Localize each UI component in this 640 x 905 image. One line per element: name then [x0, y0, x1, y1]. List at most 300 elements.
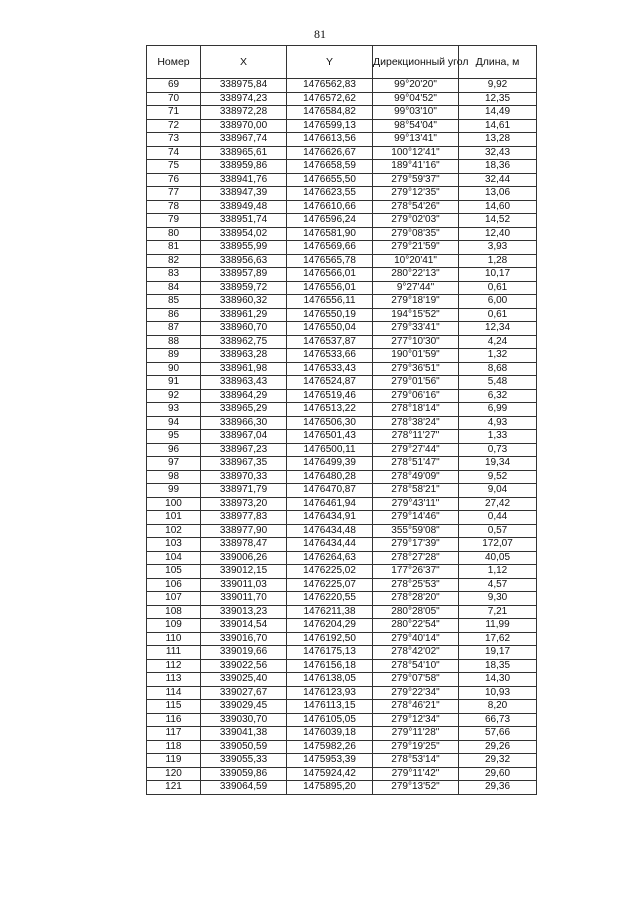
table-row: [147, 673, 537, 687]
cell-y: 1476499,39: [287, 457, 373, 471]
cell-x: 338941,76: [201, 173, 287, 187]
cell-x: 339025,40: [201, 673, 287, 687]
cell-number: 69: [147, 79, 201, 93]
cell-y: 1476626,67: [287, 146, 373, 160]
table-row: [147, 187, 537, 201]
table-row: [147, 92, 537, 106]
cell-y: 1476500,11: [287, 443, 373, 457]
table-row: [147, 416, 537, 430]
cell-direction-angle: 99°13'41": [373, 133, 459, 147]
cell-direction-angle: 279°11'28": [373, 727, 459, 741]
cell-number: 80: [147, 227, 201, 241]
cell-direction-angle: 278°53'14": [373, 754, 459, 768]
cell-number: 119: [147, 754, 201, 768]
cell-y: 1476123,93: [287, 686, 373, 700]
cell-length: 1,32: [459, 349, 537, 363]
cell-y: 1476105,05: [287, 713, 373, 727]
cell-number: 115: [147, 700, 201, 714]
cell-x: 338973,20: [201, 497, 287, 511]
cell-length: 14,49: [459, 106, 537, 120]
cell-direction-angle: 189°41'16": [373, 160, 459, 174]
cell-number: 95: [147, 430, 201, 444]
table-row: [147, 659, 537, 673]
cell-x: 338961,98: [201, 362, 287, 376]
cell-direction-angle: 279°22'34": [373, 686, 459, 700]
cell-x: 339006,26: [201, 551, 287, 565]
cell-number: 89: [147, 349, 201, 363]
cell-y: 1476156,18: [287, 659, 373, 673]
cell-y: 1476556,01: [287, 281, 373, 295]
table-row: [147, 686, 537, 700]
table-row: [147, 389, 537, 403]
cell-number: 77: [147, 187, 201, 201]
cell-length: 18,35: [459, 659, 537, 673]
table-row: [147, 119, 537, 133]
cell-x: 338957,89: [201, 268, 287, 282]
cell-direction-angle: 279°36'51": [373, 362, 459, 376]
cell-y: 1476175,13: [287, 646, 373, 660]
table-row: [147, 227, 537, 241]
cell-number: 94: [147, 416, 201, 430]
cell-x: 338964,29: [201, 389, 287, 403]
table-row: [147, 713, 537, 727]
cell-x: 338947,39: [201, 187, 287, 201]
table-row: [147, 470, 537, 484]
cell-y: 1476533,66: [287, 349, 373, 363]
table-row: [147, 322, 537, 336]
cell-x: 338955,99: [201, 241, 287, 255]
cell-x: 339064,59: [201, 781, 287, 795]
table-row: [147, 592, 537, 606]
table-row: [147, 146, 537, 160]
cell-y: 1476113,15: [287, 700, 373, 714]
table-row: [147, 565, 537, 579]
cell-y: 1476562,83: [287, 79, 373, 93]
cell-length: 11,99: [459, 619, 537, 633]
cell-direction-angle: 279°12'34": [373, 713, 459, 727]
cell-length: 19,17: [459, 646, 537, 660]
cell-length: 14,52: [459, 214, 537, 228]
table-row: [147, 443, 537, 457]
cell-length: 7,21: [459, 605, 537, 619]
cell-number: 103: [147, 538, 201, 552]
table-row: [147, 632, 537, 646]
cell-number: 109: [147, 619, 201, 633]
cell-y: 1476537,87: [287, 335, 373, 349]
cell-y: 1476623,55: [287, 187, 373, 201]
cell-x: 338967,23: [201, 443, 287, 457]
cell-length: 12,34: [459, 322, 537, 336]
cell-number: 107: [147, 592, 201, 606]
cell-length: 29,36: [459, 781, 537, 795]
cell-y: 1476264,63: [287, 551, 373, 565]
cell-y: 1476506,30: [287, 416, 373, 430]
cell-direction-angle: 279°33'41": [373, 322, 459, 336]
cell-length: 9,92: [459, 79, 537, 93]
cell-y: 1476596,24: [287, 214, 373, 228]
cell-direction-angle: 279°11'42": [373, 767, 459, 781]
cell-direction-angle: 279°27'44": [373, 443, 459, 457]
table-row: [147, 538, 537, 552]
cell-y: 1476039,18: [287, 727, 373, 741]
cell-length: 32,43: [459, 146, 537, 160]
cell-y: 1475895,20: [287, 781, 373, 795]
cell-y: 1476225,07: [287, 578, 373, 592]
cell-number: 106: [147, 578, 201, 592]
cell-direction-angle: 280°22'13": [373, 268, 459, 282]
cell-x: 339050,59: [201, 740, 287, 754]
cell-x: 338960,32: [201, 295, 287, 309]
cell-length: 0,73: [459, 443, 537, 457]
cell-number: 112: [147, 659, 201, 673]
cell-x: 338951,74: [201, 214, 287, 228]
table-row: [147, 308, 537, 322]
cell-number: 99: [147, 484, 201, 498]
table-row: [147, 727, 537, 741]
cell-y: 1476225,02: [287, 565, 373, 579]
cell-number: 105: [147, 565, 201, 579]
cell-direction-angle: 279°14'46": [373, 511, 459, 525]
table-row: [147, 484, 537, 498]
table-row: [147, 605, 537, 619]
cell-number: 81: [147, 241, 201, 255]
table-row: [147, 362, 537, 376]
cell-number: 100: [147, 497, 201, 511]
cell-y: 1476461,94: [287, 497, 373, 511]
cell-x: 338977,83: [201, 511, 287, 525]
cell-x: 338971,79: [201, 484, 287, 498]
cell-direction-angle: 278°38'24": [373, 416, 459, 430]
cell-length: 3,93: [459, 241, 537, 255]
cell-x: 338967,35: [201, 457, 287, 471]
cell-direction-angle: 177°26'37": [373, 565, 459, 579]
cell-number: 86: [147, 308, 201, 322]
cell-direction-angle: 98°54'04": [373, 119, 459, 133]
table-row: [147, 403, 537, 417]
header-x: X: [201, 46, 287, 79]
cell-number: 114: [147, 686, 201, 700]
cell-direction-angle: 280°22'54": [373, 619, 459, 633]
cell-direction-angle: 278°42'02": [373, 646, 459, 660]
coordinates-table: [146, 45, 537, 795]
cell-length: 172,07: [459, 538, 537, 552]
cell-number: 108: [147, 605, 201, 619]
cell-direction-angle: 279°01'56": [373, 376, 459, 390]
cell-y: 1476138,05: [287, 673, 373, 687]
cell-x: 338977,90: [201, 524, 287, 538]
cell-length: 12,35: [459, 92, 537, 106]
cell-direction-angle: 278°54'26": [373, 200, 459, 214]
table-row: [147, 767, 537, 781]
cell-x: 338962,75: [201, 335, 287, 349]
cell-length: 29,26: [459, 740, 537, 754]
cell-direction-angle: 355°59'08": [373, 524, 459, 538]
cell-y: 1476565,78: [287, 254, 373, 268]
table-row: [147, 497, 537, 511]
cell-x: 339029,45: [201, 700, 287, 714]
cell-x: 339012,15: [201, 565, 287, 579]
cell-length: 13,28: [459, 133, 537, 147]
cell-x: 339030,70: [201, 713, 287, 727]
cell-y: 1476524,87: [287, 376, 373, 390]
cell-x: 338963,28: [201, 349, 287, 363]
cell-length: 57,66: [459, 727, 537, 741]
cell-x: 338949,48: [201, 200, 287, 214]
cell-number: 79: [147, 214, 201, 228]
cell-length: 5,48: [459, 376, 537, 390]
cell-number: 93: [147, 403, 201, 417]
table-row: [147, 430, 537, 444]
cell-number: 84: [147, 281, 201, 295]
table-row: [147, 700, 537, 714]
cell-number: 88: [147, 335, 201, 349]
cell-y: 1476581,90: [287, 227, 373, 241]
cell-x: 338965,29: [201, 403, 287, 417]
cell-y: 1476434,48: [287, 524, 373, 538]
cell-number: 110: [147, 632, 201, 646]
cell-number: 102: [147, 524, 201, 538]
table-header-row: [147, 46, 537, 79]
cell-length: 9,04: [459, 484, 537, 498]
cell-x: 338961,29: [201, 308, 287, 322]
cell-length: 10,93: [459, 686, 537, 700]
cell-length: 14,61: [459, 119, 537, 133]
cell-length: 0,61: [459, 281, 537, 295]
cell-x: 338966,30: [201, 416, 287, 430]
table-row: [147, 268, 537, 282]
cell-number: 91: [147, 376, 201, 390]
cell-x: 339019,66: [201, 646, 287, 660]
cell-direction-angle: 99°04'52": [373, 92, 459, 106]
header-length: Длина, м: [459, 46, 537, 79]
cell-direction-angle: 279°21'59": [373, 241, 459, 255]
cell-y: 1476470,87: [287, 484, 373, 498]
cell-length: 8,68: [459, 362, 537, 376]
table-row: [147, 200, 537, 214]
cell-length: 4,57: [459, 578, 537, 592]
table-row: [147, 646, 537, 660]
cell-length: 14,30: [459, 673, 537, 687]
cell-length: 6,00: [459, 295, 537, 309]
cell-direction-angle: 279°43'11": [373, 497, 459, 511]
cell-length: 0,44: [459, 511, 537, 525]
cell-x: 339013,23: [201, 605, 287, 619]
cell-length: 19,34: [459, 457, 537, 471]
cell-length: 27,42: [459, 497, 537, 511]
cell-direction-angle: 99°20'20": [373, 79, 459, 93]
cell-x: 339059,86: [201, 767, 287, 781]
cell-y: 1476220,55: [287, 592, 373, 606]
cell-number: 83: [147, 268, 201, 282]
cell-direction-angle: 194°15'52": [373, 308, 459, 322]
cell-direction-angle: 9°27'44": [373, 281, 459, 295]
cell-x: 338954,02: [201, 227, 287, 241]
cell-direction-angle: 278°28'20": [373, 592, 459, 606]
table-row: [147, 578, 537, 592]
cell-number: 118: [147, 740, 201, 754]
cell-number: 104: [147, 551, 201, 565]
cell-length: 40,05: [459, 551, 537, 565]
cell-direction-angle: 278°18'14": [373, 403, 459, 417]
cell-direction-angle: 279°13'52": [373, 781, 459, 795]
table-row: [147, 551, 537, 565]
cell-direction-angle: 279°12'35": [373, 187, 459, 201]
cell-direction-angle: 279°18'19": [373, 295, 459, 309]
cell-x: 338978,47: [201, 538, 287, 552]
cell-length: 1,12: [459, 565, 537, 579]
cell-x: 338967,04: [201, 430, 287, 444]
cell-y: 1475924,42: [287, 767, 373, 781]
cell-x: 338970,33: [201, 470, 287, 484]
cell-length: 6,32: [459, 389, 537, 403]
cell-x: 338959,86: [201, 160, 287, 174]
cell-x: 339014,54: [201, 619, 287, 633]
table-row: [147, 160, 537, 174]
cell-x: 338960,70: [201, 322, 287, 336]
cell-direction-angle: 280°28'05": [373, 605, 459, 619]
cell-direction-angle: 278°11'27": [373, 430, 459, 444]
cell-length: 8,20: [459, 700, 537, 714]
table-row: [147, 106, 537, 120]
cell-y: 1476434,44: [287, 538, 373, 552]
cell-number: 87: [147, 322, 201, 336]
cell-number: 78: [147, 200, 201, 214]
table-row: [147, 335, 537, 349]
cell-length: 10,17: [459, 268, 537, 282]
table-row: [147, 281, 537, 295]
cell-x: 339011,03: [201, 578, 287, 592]
cell-direction-angle: 100°12'41": [373, 146, 459, 160]
cell-direction-angle: 278°46'21": [373, 700, 459, 714]
cell-direction-angle: 278°58'21": [373, 484, 459, 498]
table-row: [147, 241, 537, 255]
cell-x: 339027,67: [201, 686, 287, 700]
cell-y: 1476501,43: [287, 430, 373, 444]
cell-y: 1476513,22: [287, 403, 373, 417]
cell-x: 338956,63: [201, 254, 287, 268]
cell-direction-angle: 278°49'09": [373, 470, 459, 484]
cell-length: 0,61: [459, 308, 537, 322]
table-row: [147, 349, 537, 363]
cell-length: 66,73: [459, 713, 537, 727]
cell-direction-angle: 10°20'41": [373, 254, 459, 268]
cell-x: 338974,23: [201, 92, 287, 106]
table-row: [147, 173, 537, 187]
cell-x: 339022,56: [201, 659, 287, 673]
cell-number: 116: [147, 713, 201, 727]
cell-x: 338959,72: [201, 281, 287, 295]
cell-y: 1476613,56: [287, 133, 373, 147]
cell-direction-angle: 279°59'37": [373, 173, 459, 187]
table-row: [147, 511, 537, 525]
cell-number: 75: [147, 160, 201, 174]
table-row: [147, 376, 537, 390]
cell-x: 338972,28: [201, 106, 287, 120]
cell-direction-angle: 277°10'30": [373, 335, 459, 349]
header-direction-angle: Дирекционный угол: [373, 46, 459, 79]
cell-length: 4,24: [459, 335, 537, 349]
cell-y: 1476519,46: [287, 389, 373, 403]
table-row: [147, 295, 537, 309]
cell-direction-angle: 278°51'47": [373, 457, 459, 471]
header-number: Номер: [147, 46, 201, 79]
cell-number: 121: [147, 781, 201, 795]
cell-number: 98: [147, 470, 201, 484]
table-row: [147, 754, 537, 768]
cell-y: 1476655,50: [287, 173, 373, 187]
header-y: Y: [287, 46, 373, 79]
cell-length: 29,60: [459, 767, 537, 781]
table-row: [147, 133, 537, 147]
cell-y: 1475953,39: [287, 754, 373, 768]
cell-length: 1,28: [459, 254, 537, 268]
table-row: [147, 214, 537, 228]
cell-y: 1476204,29: [287, 619, 373, 633]
cell-length: 14,60: [459, 200, 537, 214]
cell-length: 4,93: [459, 416, 537, 430]
cell-direction-angle: 279°19'25": [373, 740, 459, 754]
cell-y: 1476572,62: [287, 92, 373, 106]
cell-direction-angle: 278°27'28": [373, 551, 459, 565]
cell-x: 338963,43: [201, 376, 287, 390]
cell-number: 120: [147, 767, 201, 781]
cell-number: 113: [147, 673, 201, 687]
cell-direction-angle: 279°40'14": [373, 632, 459, 646]
table-row: [147, 79, 537, 93]
cell-x: 338970,00: [201, 119, 287, 133]
cell-y: 1476211,38: [287, 605, 373, 619]
cell-number: 70: [147, 92, 201, 106]
cell-number: 101: [147, 511, 201, 525]
cell-y: 1475982,26: [287, 740, 373, 754]
cell-y: 1476569,66: [287, 241, 373, 255]
cell-length: 0,57: [459, 524, 537, 538]
cell-number: 73: [147, 133, 201, 147]
cell-x: 339041,38: [201, 727, 287, 741]
cell-x: 339011,70: [201, 592, 287, 606]
table-row: [147, 524, 537, 538]
cell-direction-angle: 279°17'39": [373, 538, 459, 552]
cell-number: 111: [147, 646, 201, 660]
cell-length: 17,62: [459, 632, 537, 646]
table-row: [147, 619, 537, 633]
cell-direction-angle: 99°03'10": [373, 106, 459, 120]
cell-y: 1476566,01: [287, 268, 373, 282]
cell-y: 1476658,59: [287, 160, 373, 174]
cell-y: 1476556,11: [287, 295, 373, 309]
cell-y: 1476599,13: [287, 119, 373, 133]
cell-y: 1476480,28: [287, 470, 373, 484]
table-row: [147, 781, 537, 795]
cell-y: 1476610,66: [287, 200, 373, 214]
cell-direction-angle: 279°06'16": [373, 389, 459, 403]
cell-y: 1476550,19: [287, 308, 373, 322]
cell-length: 9,30: [459, 592, 537, 606]
cell-direction-angle: 190°01'59": [373, 349, 459, 363]
cell-y: 1476550,04: [287, 322, 373, 336]
cell-number: 117: [147, 727, 201, 741]
cell-x: 339016,70: [201, 632, 287, 646]
cell-length: 13,06: [459, 187, 537, 201]
cell-direction-angle: 278°54'10": [373, 659, 459, 673]
table-row: [147, 457, 537, 471]
cell-y: 1476434,91: [287, 511, 373, 525]
cell-number: 85: [147, 295, 201, 309]
cell-number: 72: [147, 119, 201, 133]
cell-length: 29,32: [459, 754, 537, 768]
cell-length: 32,44: [459, 173, 537, 187]
cell-number: 71: [147, 106, 201, 120]
